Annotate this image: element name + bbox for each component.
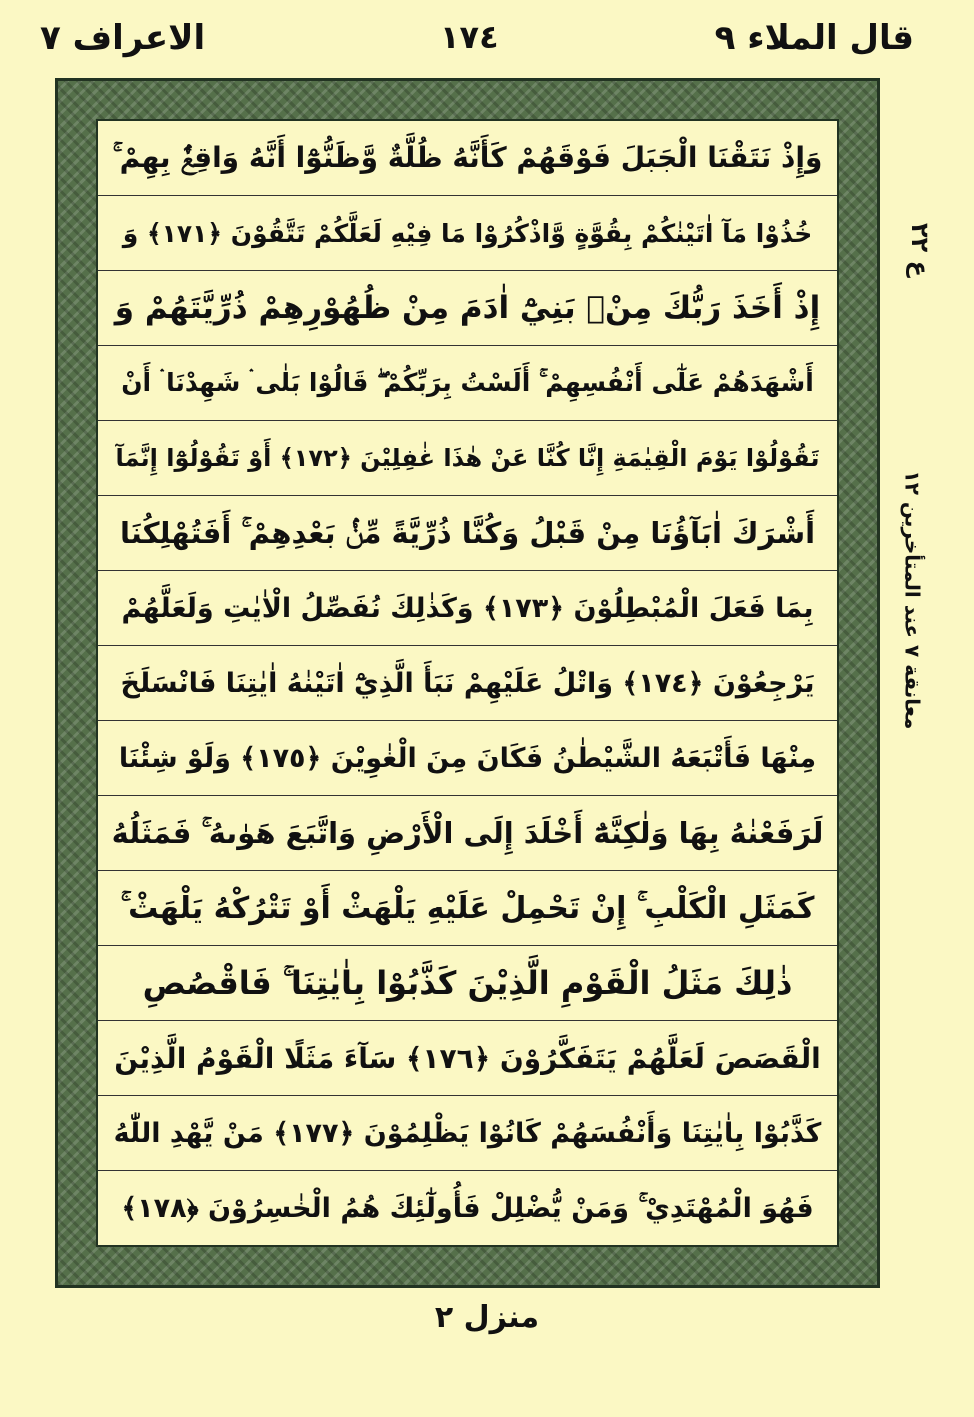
text-panel bbox=[96, 119, 839, 1247]
manzil-label: منزل ٢ bbox=[434, 1300, 540, 1335]
verse-line-5: تَقُوْلُوْا يَوْمَ الْقِيٰمَةِ إِنَّا كُنَّا عَنْ هٰذَا غٰفِلِيْنَ ﴿١٧٢﴾ أَوْ تَقُوْلُوْٓا إِنَّمَآ bbox=[98, 421, 837, 496]
verse-line-2: خُذُوْا مَآ اٰتَيْنٰكُمْ بِقُوَّةٍ وَّاذْكُرُوْا مَا فِيْهِ لَعَلَّكُمْ تَتَّقُوْنَ ﴿١٧١﴾ وَ bbox=[98, 196, 837, 271]
decorative-border bbox=[55, 78, 880, 1288]
page-header bbox=[0, 0, 974, 80]
verse-line-3: إِذْ أَخَذَ رَبُّكَ مِنْۢ بَنِيْٓ اٰدَمَ مِنْ ظُهُوْرِهِمْ ذُرِّيَّتَهُمْ وَ bbox=[98, 271, 837, 346]
margin-note-text: معانقة ٧ عند المتأخرين ١٢ bbox=[900, 470, 924, 730]
page-number: ١٧٤ bbox=[440, 18, 499, 56]
verse-line-11: كَمَثَلِ الْكَلْبِ ۚ إِنْ تَحْمِلْ عَلَيْهِ يَلْهَثْ أَوْ تَتْرُكْهُ يَلْهَثْ ۚ bbox=[98, 871, 837, 946]
verse-line-12: ذٰلِكَ مَثَلُ الْقَوْمِ الَّذِيْنَ كَذَّبُوْا بِاٰيٰتِنَا ۚ فَاقْصُصِ bbox=[98, 946, 837, 1021]
ruku-mark-text: ع ٢٢ bbox=[906, 222, 935, 278]
verse-line-6: أَشْرَكَ اٰبَآؤُنَا مِنْ قَبْلُ وَكُنَّا ذُرِّيَّةً مِّنْۢ بَعْدِهِمْ ۚ أَفَتُهْلِكُنَا bbox=[98, 496, 837, 571]
verse-line-8: يَرْجِعُوْنَ ﴿١٧٤﴾ وَاتْلُ عَلَيْهِمْ نَبَأَ الَّذِيْٓ اٰتَيْنٰهُ اٰيٰتِنَا فَانْسَلَخَ bbox=[98, 646, 837, 721]
verse-line-13: الْقَصَصَ لَعَلَّهُمْ يَتَفَكَّرُوْنَ ﴿١٧٦﴾ سَآءَ مَثَلًا الْقَوْمُ الَّذِيْنَ bbox=[98, 1021, 837, 1096]
verse-line-10: لَرَفَعْنٰهُ بِهَا وَلٰكِنَّهُٓ أَخْلَدَ إِلَى الْأَرْضِ وَاتَّبَعَ هَوٰىهُ ۚ فَمَثَلُهُ bbox=[98, 796, 837, 871]
surah-name: الاعراف ٧ bbox=[40, 18, 206, 58]
juz-name: قال الملاء ٩ bbox=[714, 18, 914, 58]
verse-line-9: مِنْهَا فَأَتْبَعَهُ الشَّيْطٰنُ فَكَانَ مِنَ الْغٰوِيْنَ ﴿١٧٥﴾ وَلَوْ شِئْنَا bbox=[98, 721, 837, 796]
margin-note bbox=[892, 300, 932, 900]
verse-line-4: أَشْهَدَهُمْ عَلٰٓى أَنْفُسِهِمْ ۚ أَلَسْتُ بِرَبِّكُمْ ۖ قَالُوْا بَلٰى ۛ شَهِدْنَا ۛ أَنْ bbox=[98, 346, 837, 421]
verse-line-1: وَإِذْ نَتَقْنَا الْجَبَلَ فَوْقَهُمْ كَأَنَّهُ ظُلَّةٌ وَّظَنُّوْٓا أَنَّهُ وَاقِعٌۢ بِهِمْ ۚ bbox=[98, 121, 837, 196]
verse-line-15: فَهُوَ الْمُهْتَدِيْ ۚ وَمَنْ يُّضْلِلْ فَأُولٰٓئِكَ هُمُ الْخٰسِرُوْنَ ﴿١٧٨﴾ bbox=[121, 1192, 814, 1224]
verse-line-14: كَذَّبُوْا بِاٰيٰتِنَا وَأَنْفُسَهُمْ كَانُوْا يَظْلِمُوْنَ ﴿١٧٧﴾ مَنْ يَّهْدِ اللّٰهُ bbox=[98, 1096, 837, 1171]
verse-line-7: بِمَا فَعَلَ الْمُبْطِلُوْنَ ﴿١٧٣﴾ وَكَذٰلِكَ نُفَصِّلُ الْاٰيٰتِ وَلَعَلَّهُمْ bbox=[98, 571, 837, 646]
ruku-mark bbox=[900, 210, 940, 290]
